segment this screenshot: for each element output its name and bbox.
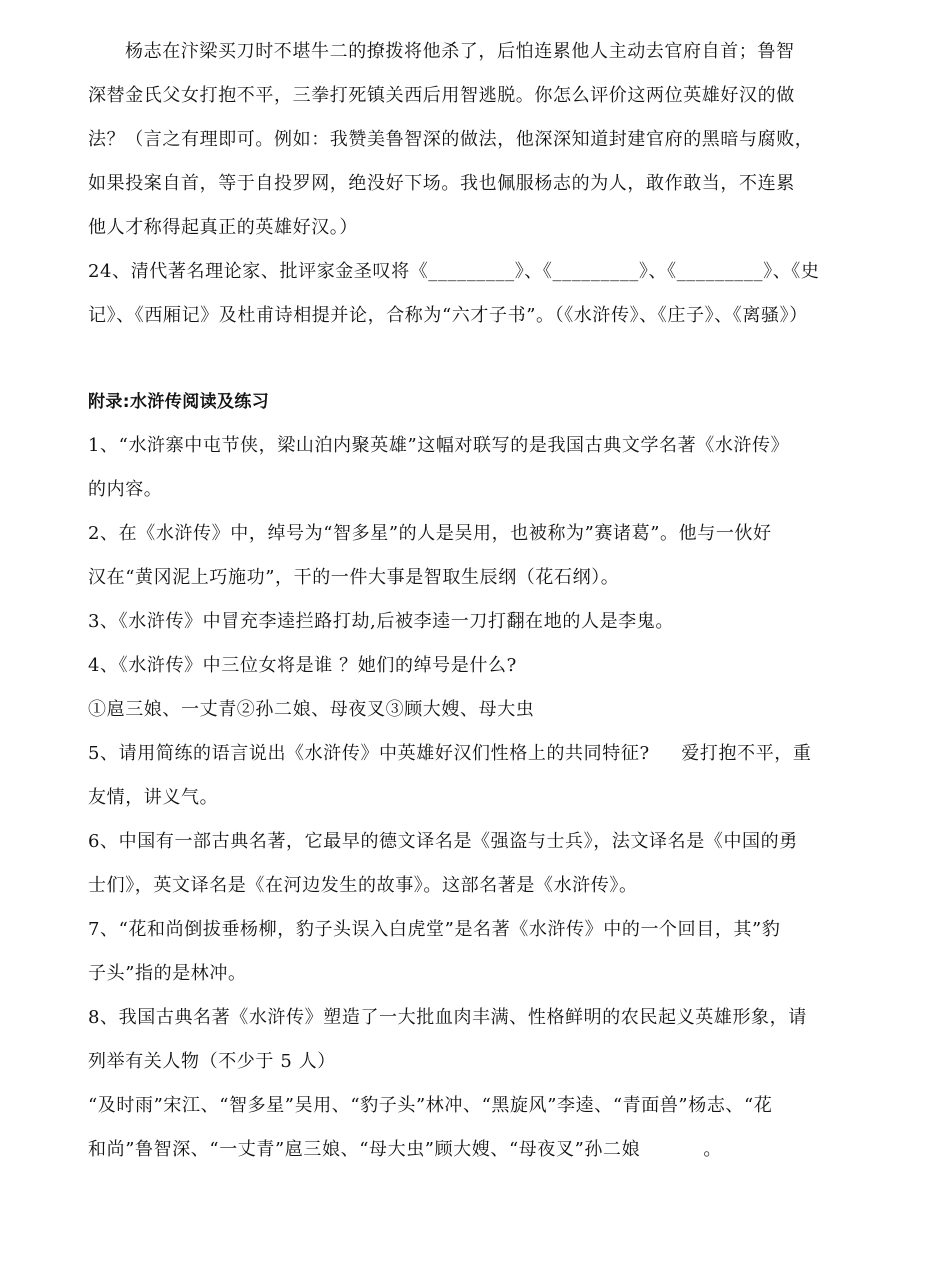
- appendix-title: 附录:水浒传阅读及练习: [88, 392, 270, 412]
- text-line: 24、清代著名理论家、批评家金圣叹将《_________》、《_________》、《_________》、《史: [88, 261, 820, 282]
- question-24: [88, 250, 854, 338]
- appendix-section: [88, 380, 854, 1172]
- text-line: 汉在“黄冈泥上巧施功”，干的一件大事是智取生辰纲（花石纲）。: [88, 567, 620, 588]
- text-line: 士们》，英文译名是《在河边发生的故事》。这部名著是《水浒传》。: [88, 875, 638, 896]
- text-line: 友情，讲义气。: [88, 787, 219, 808]
- text-line: 杨志在汴梁买刀时不堪牛二的撩拨将他杀了，后怕连累他人主动去官府自首；鲁智: [125, 41, 795, 62]
- text-line: 列举有关人物（不少于 5 人）: [88, 1051, 336, 1072]
- text-line: 7、“花和尚倒拔垂杨柳，豹子头误入白虎堂”是名著《水浒传》中的一个回目，其”豹: [88, 919, 781, 940]
- text-line: 2、在《水浒传》中，绰号为“智多星”的人是吴用，也被称为”赛诸葛”。他与一伙好: [88, 523, 772, 544]
- text-line: 的内容。: [88, 479, 163, 500]
- text-line: “及时雨”宋江、“智多星”吴用、“豹子头”林冲、“黑旋风”李逵、“青面兽”杨志、“花: [88, 1095, 773, 1116]
- text-line: 4、《水浒传》中三位女将是谁 ？她们的绰号是什么?: [88, 655, 517, 676]
- text-line: ①扈三娘、一丈青②孙二娘、母夜叉③顾大嫂、母大虫: [88, 699, 535, 720]
- text-line: 1、“水浒寨中屯节侠，梁山泊内聚英雄”这幅对联写的是我国古典文学名著《水浒传》: [88, 435, 790, 456]
- paragraph-yangzhi-luzhishen: [88, 30, 854, 250]
- text-line: 5、请用简练的语言说出《水浒传》中英雄好汉们性格上的共同特征? 爱打抱不平，重: [88, 743, 812, 764]
- text-line: 法？（言之有理即可。例如：我赞美鲁智深的做法，他深深知道封建官府的黑暗与腐败，: [88, 129, 814, 150]
- text-line: 3、《水浒传》中冒充李逵拦路打劫,后被李逵一刀打翻在地的人是李鬼。: [88, 611, 674, 632]
- text-line: 子头”指的是林冲。: [88, 963, 247, 984]
- text-line: 如果投案自首，等于自投罗网，绝没好下场。我也佩服杨志的为人，敢作敢当，不连累: [88, 173, 795, 194]
- text-line: 8、我国古典名著《水浒传》塑造了一大批血肉丰满、性格鲜明的农民起义英雄形象，请: [88, 1007, 807, 1028]
- text-line: 记》、《西厢记》及杜甫诗相提并论，合称为“六才子书”。（《水浒传》、《庄子》、《离骚》）: [88, 305, 808, 326]
- section-spacer: [88, 338, 854, 380]
- text-line: 6、中国有一部古典名著，它最早的德文译名是《强盗与士兵》，法文译名是《中国的勇: [88, 831, 798, 852]
- text-line: 深替金氏父女打抱不平，三拳打死镇关西后用智逃脱。你怎么评价这两位英雄好汉的做: [88, 85, 795, 106]
- text-line: 和尚”鲁智深、“一丈青”扈三娘、“母大虫”顾大嫂、“母夜叉”孙二娘 。: [88, 1139, 723, 1160]
- text-line: 他人才称得起真正的英雄好汉。）: [88, 217, 358, 238]
